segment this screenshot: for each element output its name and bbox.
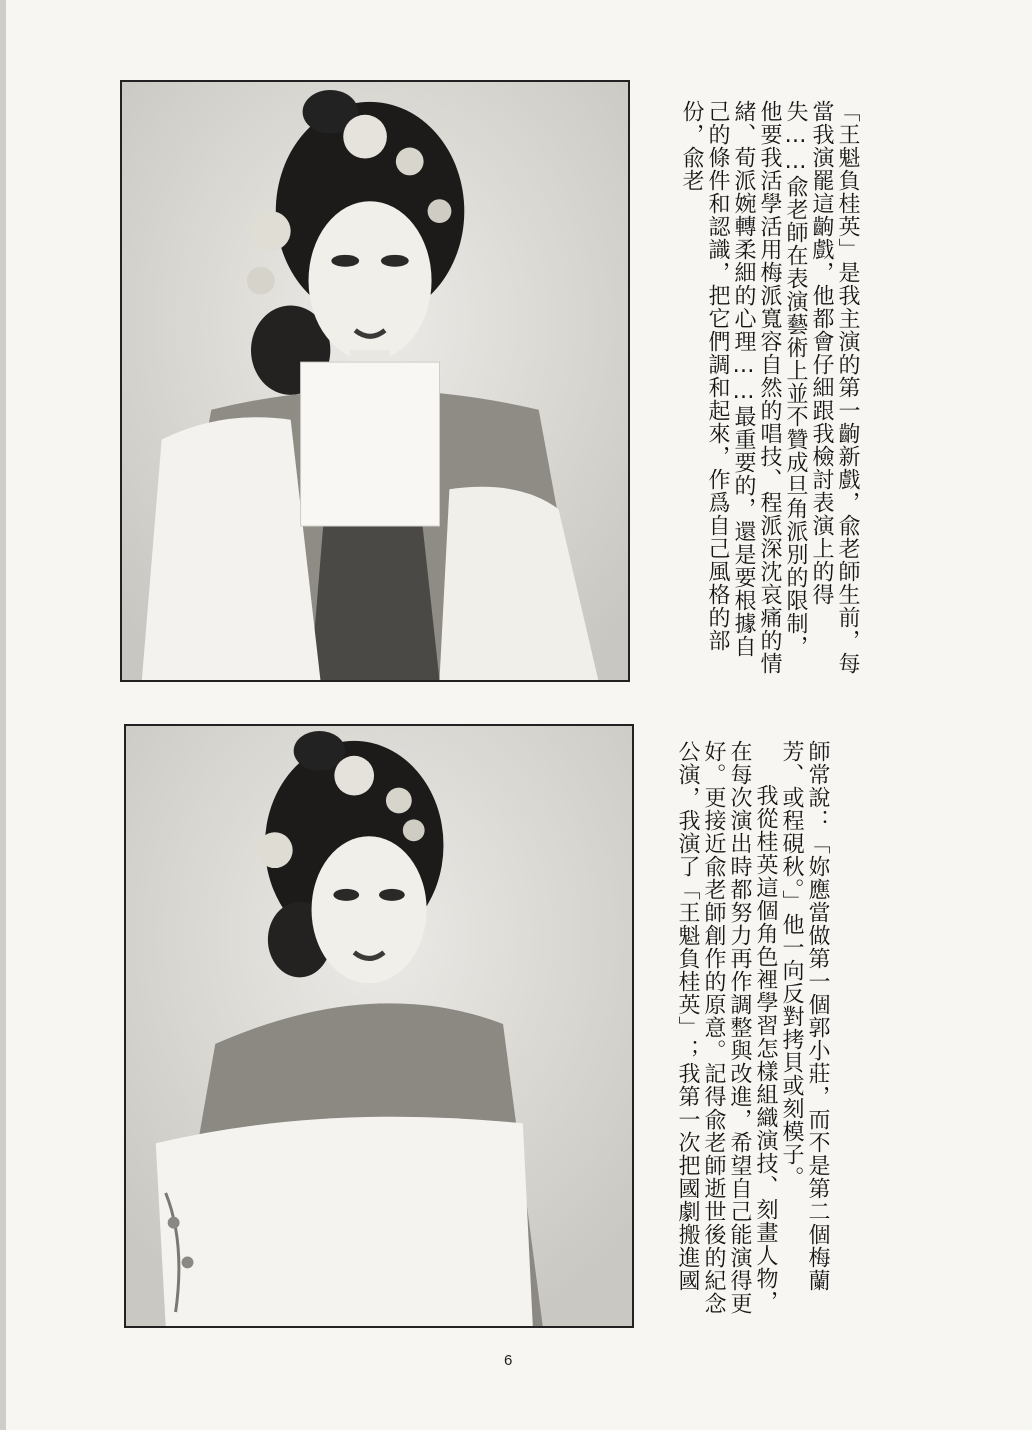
scan-edge-mark xyxy=(0,0,6,1430)
paragraph: 師常說：「妳應當做第一個郭小莊，而不是第二個梅蘭芳、或程硯秋。」他一向反對拷貝或刻模子。 xyxy=(779,740,830,1292)
performer-photo-1-image xyxy=(122,82,628,680)
vertical-text-block-1 xyxy=(660,100,860,680)
page-number: 6 xyxy=(504,1352,513,1369)
performer-photo-1 xyxy=(120,80,630,682)
performer-photo-2 xyxy=(124,724,634,1328)
paragraph: 我從桂英這個角色裡學習怎樣組織演技、刻畫人物，在每次演出時都努力再作調整與改進，希望自己能演得更好。更接近兪老師創作的原意。記得兪老師逝世後的紀念公演，我演了「王魁負桂英」；我第一次把國劇搬進國 xyxy=(675,740,778,1315)
vertical-text-block-2 xyxy=(660,740,830,1320)
paragraph: 「王魁負桂英」是我主演的第一齣新戲，兪老師生前，每當我演罷這齣戲，他都會仔細跟我檢討表演上的得失……兪老師在表演藝術上並不贊成旦角派別的限制，他要我活學活用梅派寬容自然的唱技、程派深沈哀痛的情緒、荀派婉轉柔細的心理……最重要的，還是要根據自己的條件和認識，把它們調和起來，作爲自己風格的部份，兪老 xyxy=(679,100,860,675)
performer-photo-2-image xyxy=(126,726,632,1326)
